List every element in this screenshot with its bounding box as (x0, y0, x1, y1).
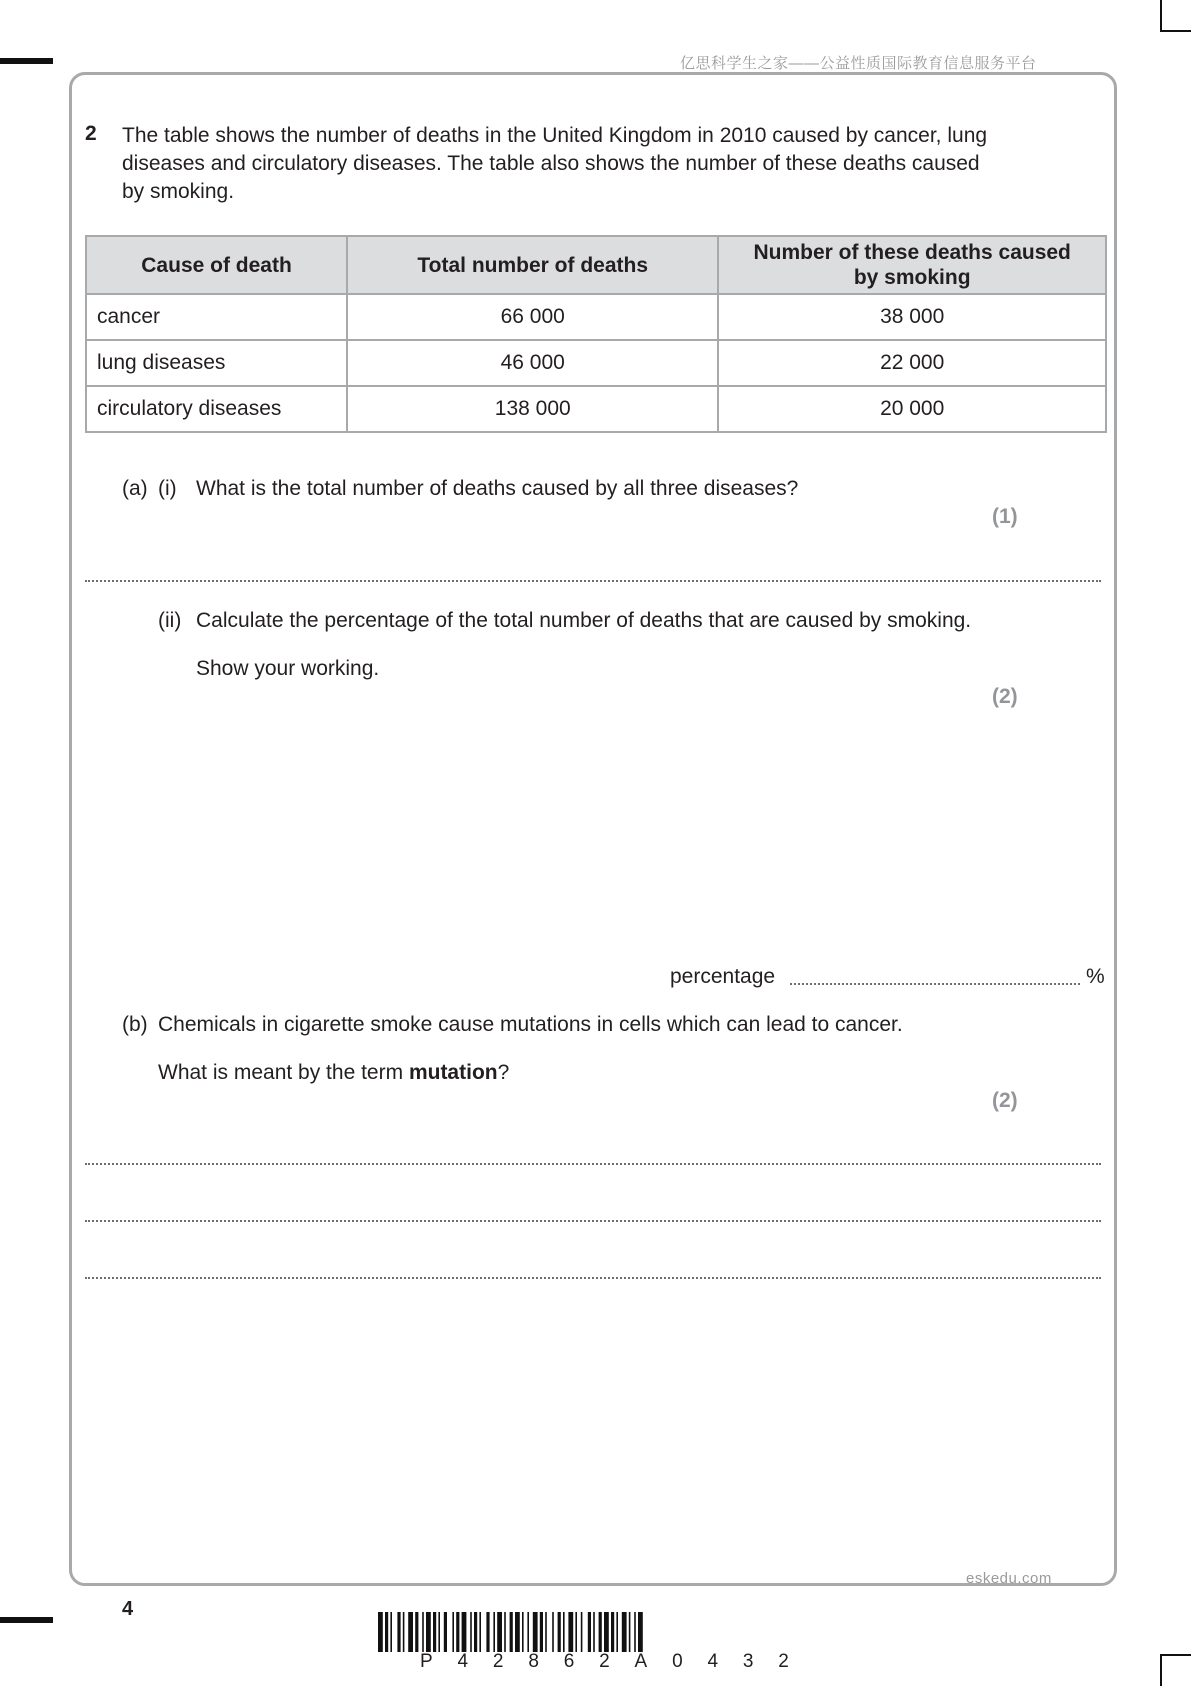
barcode-bar (486, 1612, 489, 1652)
barcode-bar (515, 1612, 520, 1652)
cell-cause: cancer (86, 294, 347, 340)
page-number: 4 (122, 1598, 134, 1620)
barcode-bar (611, 1612, 614, 1652)
watermark-bottom: eskedu.com (966, 1570, 1052, 1587)
barcode-bar (558, 1612, 561, 1652)
part-a-label: (a) (122, 477, 148, 500)
barcode-bar (622, 1612, 627, 1652)
barcode-bar (563, 1612, 565, 1652)
part-a-ii-marks: (2) (992, 685, 1018, 708)
cell-total: 138 000 (347, 386, 718, 432)
cell-cause: lung diseases (86, 340, 347, 386)
barcode-bar (568, 1612, 573, 1652)
barcode-char: 3 (742, 1651, 755, 1672)
part-a-i-marks: (1) (992, 505, 1018, 528)
barcode-icon (378, 1612, 810, 1652)
barcode-char: 8 (528, 1651, 540, 1672)
barcode-bar (616, 1612, 618, 1652)
percentage-unit: % (1086, 965, 1105, 988)
part-a-ii-instruction: Show your working. (196, 657, 380, 680)
barcode-char: 0 (672, 1651, 684, 1672)
cell-total: 46 000 (347, 340, 718, 386)
barcode-bar (403, 1612, 405, 1652)
barcode-text (420, 1651, 790, 1673)
question-number: 2 (85, 122, 97, 145)
crop-mark-top (1160, 0, 1191, 32)
barcode-bar (634, 1612, 636, 1652)
barcode-bar (581, 1612, 583, 1652)
barcode-bar (390, 1612, 392, 1652)
barcode-bar (378, 1612, 383, 1652)
barcode-bar (533, 1612, 538, 1652)
barcode-bar (444, 1612, 447, 1652)
barcode-bar (415, 1612, 418, 1652)
barcode-bar (497, 1612, 502, 1652)
barcode-bar (433, 1612, 436, 1652)
part-a-i-label: (i) (158, 477, 177, 500)
edge-mark-bottom (0, 1617, 53, 1623)
answer-line-b-2[interactable] (85, 1220, 1101, 1222)
barcode-bar (552, 1612, 554, 1652)
barcode-char: P (420, 1651, 434, 1672)
barcode-char: 2 (778, 1651, 790, 1672)
header-smoking (718, 236, 1106, 294)
part-b-text: Chemicals in cigarette smoke cause mutations in cells which can lead to cancer. (158, 1013, 903, 1036)
barcode-bar (527, 1612, 529, 1652)
percentage-answer-line[interactable] (790, 983, 1080, 985)
percentage-label: percentage (670, 965, 776, 988)
edge-mark-top (0, 58, 53, 64)
barcode-bar (588, 1612, 591, 1652)
cell-smoking: 38 000 (718, 294, 1106, 340)
barcode-char: 6 (563, 1651, 576, 1672)
barcode-bar (522, 1612, 524, 1652)
part-a-i-text: What is the total number of deaths caused by all three diseases? (196, 477, 799, 500)
cell-cause: circulatory diseases (86, 386, 347, 432)
barcode-bar (638, 1612, 643, 1652)
barcode-bar (462, 1612, 467, 1652)
answer-line-b-1[interactable] (85, 1163, 1101, 1165)
barcode-bar (510, 1612, 513, 1652)
cell-total: 66 000 (347, 294, 718, 340)
barcode-char: A (634, 1651, 649, 1672)
part-a-ii-text: Calculate the percentage of the total number of deaths that are caused by smoking. (196, 609, 972, 632)
barcode-char: 4 (707, 1651, 720, 1672)
question-stem: The table shows the number of deaths in the United Kingdom in 2010 caused by cancer, lung diseases and circulatory diseases. The table also shows the number of these deaths caused by smoking. (122, 124, 988, 203)
barcode-char: 4 (457, 1651, 470, 1672)
barcode-bar (456, 1612, 459, 1652)
deaths-table (85, 235, 1107, 433)
barcode-bar (474, 1612, 477, 1652)
barcode-bar (422, 1612, 424, 1652)
answer-line-b-3[interactable] (85, 1277, 1101, 1279)
barcode-bar (479, 1612, 481, 1652)
cell-smoking: 22 000 (718, 340, 1106, 386)
cell-smoking: 20 000 (718, 386, 1106, 432)
barcode-bar (599, 1612, 602, 1652)
barcode-bar (452, 1612, 454, 1652)
part-b-marks: (2) (992, 1089, 1018, 1112)
barcode-bar (504, 1612, 506, 1652)
barcode-char: 2 (492, 1651, 505, 1672)
barcode-bar (493, 1612, 495, 1652)
barcode-bar (575, 1612, 577, 1652)
barcode-bar (470, 1612, 472, 1652)
table-row (86, 294, 1106, 340)
barcode-bar (545, 1612, 547, 1652)
table-header-row (86, 236, 1106, 294)
part-b-question-after: ? (497, 1061, 510, 1084)
barcode-bar (629, 1612, 631, 1652)
crop-mark-bottom (1160, 1654, 1191, 1686)
table-row (86, 340, 1106, 386)
part-b-question-before: What is meant by the term (158, 1061, 409, 1084)
barcode-bar (426, 1612, 431, 1652)
barcode-bar (397, 1612, 400, 1652)
barcode-bar (604, 1612, 609, 1652)
watermark-top: 亿思科学生之家——公益性质国际教育信息服务平台 (680, 55, 1037, 72)
header-cause: Cause of death (86, 236, 347, 294)
answer-line-a-i[interactable] (85, 580, 1101, 582)
part-a-ii-label: (ii) (158, 609, 182, 632)
header-smoking-text: Number of these deaths caused by smoking (753, 241, 1071, 289)
part-b-question (158, 1061, 509, 1085)
table-row (86, 386, 1106, 432)
barcode-char: 2 (599, 1651, 611, 1672)
barcode-bar (438, 1612, 440, 1652)
barcode-bar (385, 1612, 388, 1652)
header-total: Total number of deaths (347, 236, 718, 294)
barcode-bar (540, 1612, 543, 1652)
part-b-label: (b) (122, 1013, 148, 1036)
barcode-bar (593, 1612, 595, 1652)
part-b-term: mutation (408, 1061, 498, 1084)
barcode-bar (408, 1612, 413, 1652)
